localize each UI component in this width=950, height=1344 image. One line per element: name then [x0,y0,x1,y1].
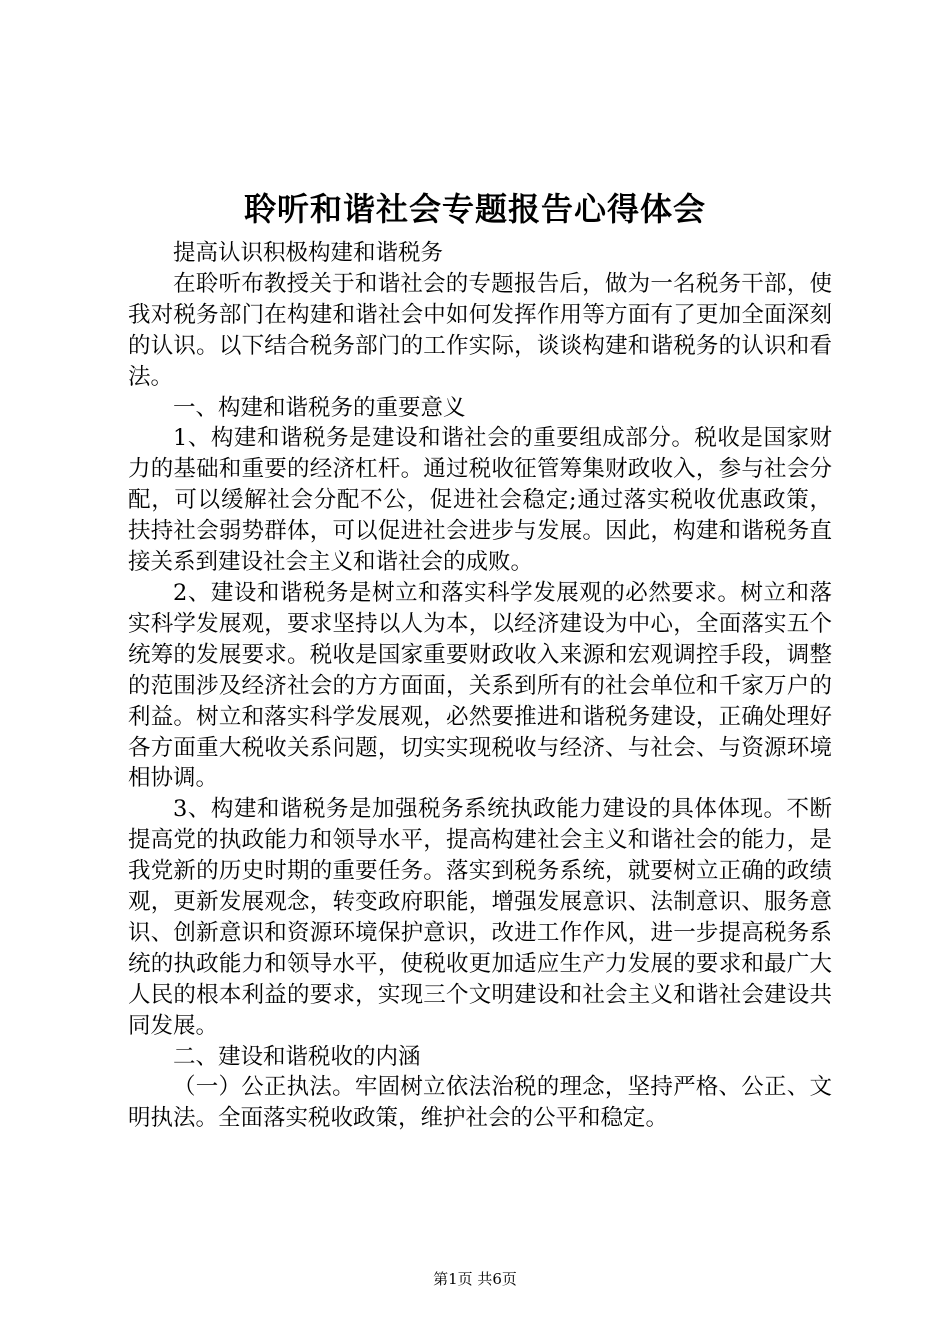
paragraph-subtitle: 提高认识积极构建和谐税务 [173,240,444,266]
section-heading-1: 一、构建和谐税务的重要意义 [173,394,466,421]
document-title: 聆听和谐社会专题报告心得体会 [243,190,706,228]
paragraph-point-3: 3、构建和谐税务是加强税务系统执政能力建设的具体体现。不断提高党的执政能力和领导水平，提高构建社会主义和谐社会的能力，是我党新的历史时期的重要任务。落实到税务系统，就要树立正确的政绩观，更新发展观念，转变政府职能，增强发展意识、法制意识、服务意识、创新意识和资源环境保护意识，改进工作作风，进一步提高税务系统的执政能力和领导水平，使税收更加适应生产力发展的要求和最广大人民的根本利益的要求，实现三个文明建设和社会主义和谐社会建设共同发展。 [128,796,832,1039]
section-heading-2: 二、建设和谐税收的内涵 [173,1043,421,1070]
paragraph-point-1: 1、构建和谐税务是建设和谐社会的重要组成部分。税收是国家财力的基础和重要的经济杠杆。通过税收征管筹集财政收入，参与社会分配，可以缓解社会分配不公，促进社会稳定;通过落实税收优惠政策，扶持社会弱势群体，可以促进社会进步与发展。因此，构建和谐税务直接关系到建设社会主义和谐社会的成败。 [128,425,832,576]
paragraph-intro: 在聆听布教授关于和谐社会的专题报告后，做为一名税务干部，使我对税务部门在构建和谐社会中如何发挥作用等方面有了更加全面深刻的认识。以下结合税务部门的工作实际，谈谈构建和谐税务的认识和看法。 [128,270,832,390]
paragraph-point-2: 2、建设和谐税务是树立和落实科学发展观的必然要求。树立和落实科学发展观，要求坚持以人为本，以经济建设为中心，全面落实五个统筹的发展要求。税收是国家重要财政收入来源和宏观调控手段，调整的范围涉及经济社会的方方面面，关系到所有的社会单位和千家万户的利益。树立和落实科学发展观，必然要推进和谐税务建设，正确处理好各方面重大税收关系问题，切实实现税收与经济、与社会、与资源环境相协调。 [128,579,832,792]
document-body [128,238,832,1134]
page-number-footer: 第1页 共6页 [433,1270,517,1288]
paragraph-fair-enforcement: （一）公正执法。牢固树立依法治税的理念，坚持严格、公正、文明执法。全面落实税收政策，维护社会的公平和稳定。 [128,1074,832,1132]
